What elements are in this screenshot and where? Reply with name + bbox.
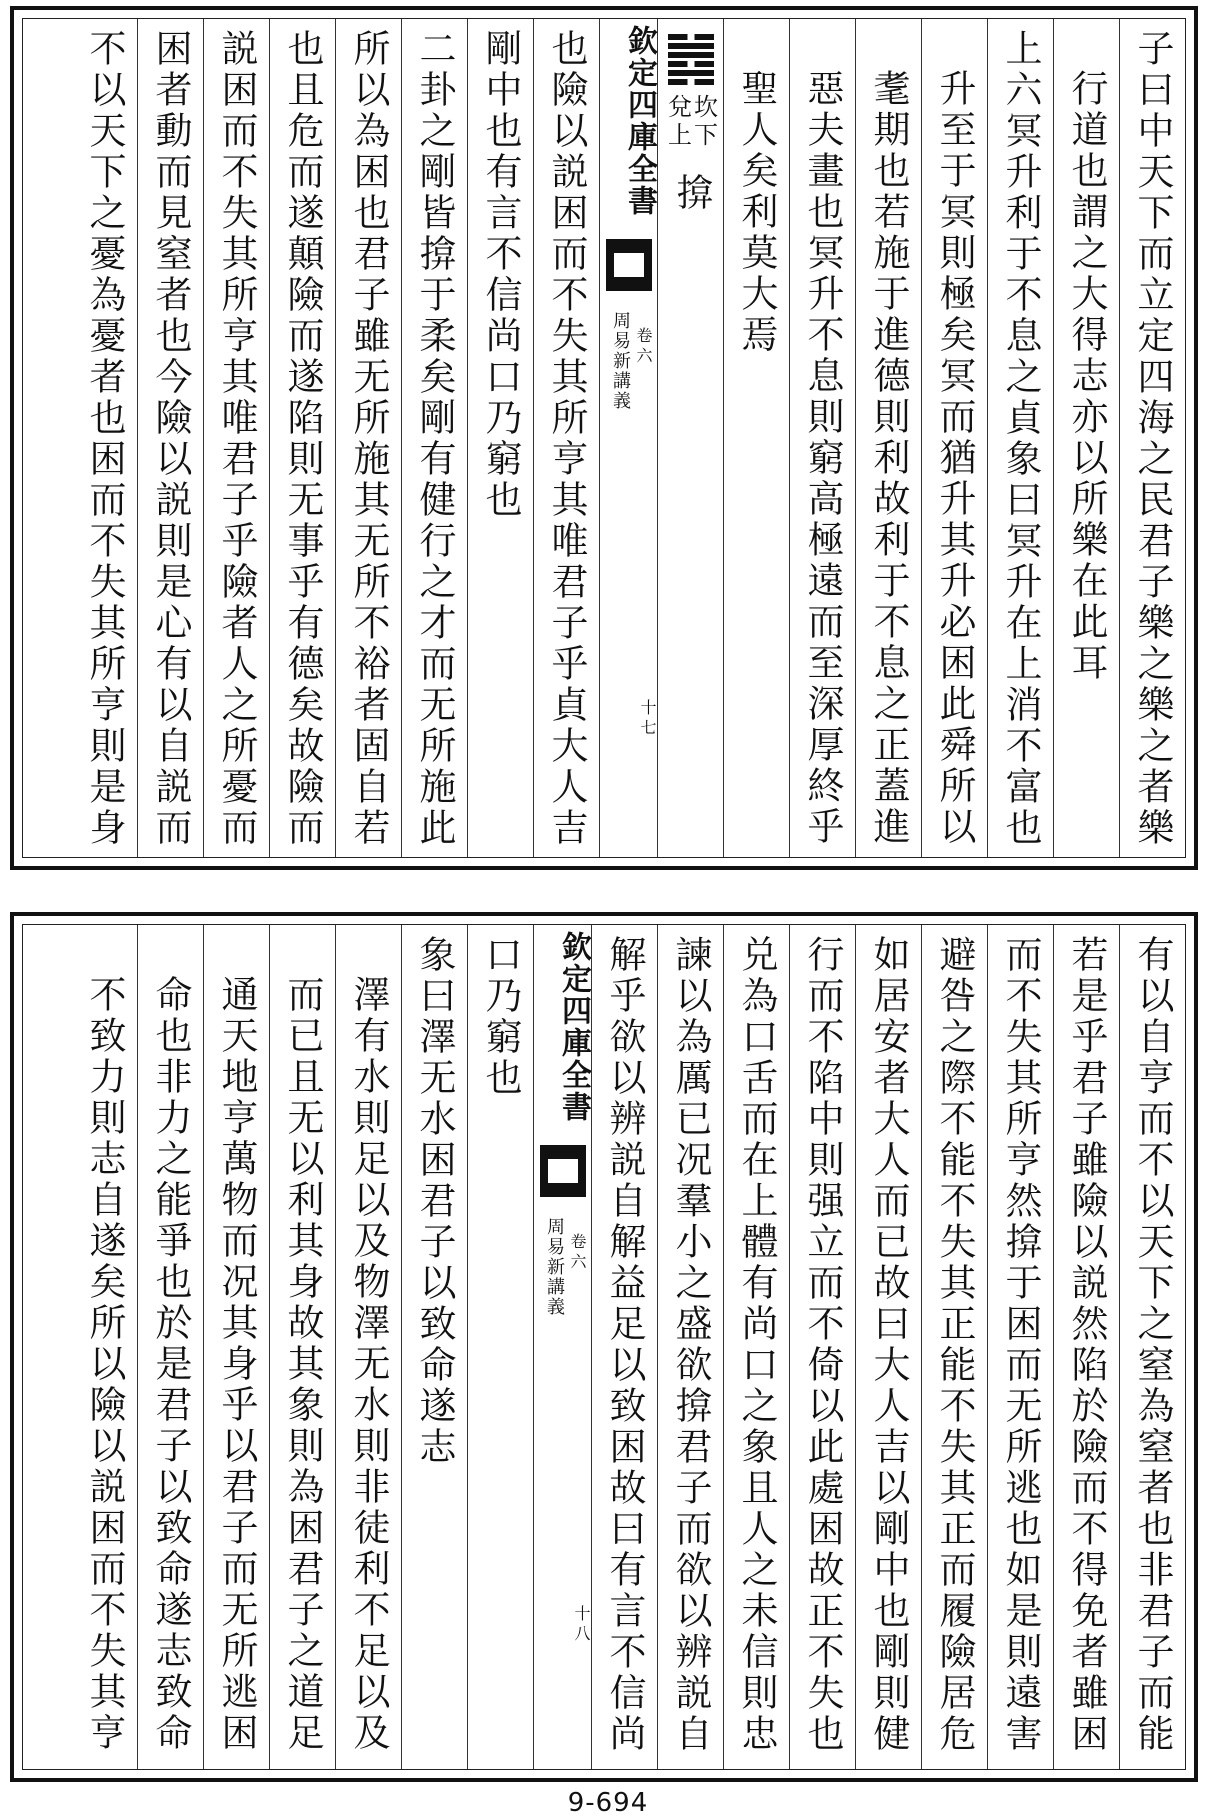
- text-column: 而已且无以利其身故其象則為困君子之道足: [269, 925, 335, 1769]
- bottom-page: [10, 912, 1198, 1782]
- text-column: 象曰澤无水困君子以致命遂志: [401, 925, 467, 1769]
- hexagram-line-yang: [668, 70, 714, 76]
- text-column: 困者動而見窒者也今險以説則是心有以自説而: [137, 19, 203, 857]
- book-title: 周易新講義: [544, 1217, 565, 1317]
- text-column: 口乃窮也: [467, 925, 533, 1769]
- hexagram-line-yin: [668, 34, 714, 40]
- book-title: 周易新講義: [610, 311, 631, 411]
- hexagram-line-yin: [668, 79, 714, 85]
- text-column: 而不失其所亨然揜于困而无所逃也如是則遠害: [987, 925, 1053, 1769]
- top-page-columns: [23, 19, 1185, 857]
- text-column: 避咎之際不能不失其正能不失其正而履險居危: [921, 925, 987, 1769]
- page-number: 十七: [638, 699, 657, 739]
- fish-tail-mark-icon: [540, 1145, 586, 1197]
- text-column: 行道也謂之大得志亦以所樂在此耳: [1053, 19, 1119, 857]
- text-column: 二卦之剛皆揜于柔矣剛有健行之才而无所施此: [401, 19, 467, 857]
- trigram-lower: 坎下: [689, 94, 718, 150]
- text-column: 有以自亨而不以天下之窒為窒者也非君子而能: [1119, 925, 1185, 1769]
- text-column: 也且危而遂顛險而遂陷則无事乎有德矣故險而: [269, 19, 335, 857]
- text-column: 耄期也若施于進德則利故利于不息之正蓋進: [855, 19, 921, 857]
- text-column: 聖人矣利莫大焉: [723, 19, 789, 857]
- top-page-frame: [22, 18, 1186, 858]
- text-column: 不致力則志自遂矣所以險以説困而不失其亨: [83, 975, 126, 1754]
- text-column: 如居安者大人而已故曰大人吉以剛中也剛則健: [855, 925, 921, 1769]
- text-column: 通天地亨萬物而况其身乎以君子而无所逃困: [203, 925, 269, 1769]
- text-column: 上六冥升利于不息之貞象曰冥升在上消不富也: [987, 19, 1053, 857]
- text-column: 行而不陷中則强立而不倚以此處困故正不失也: [789, 925, 855, 1769]
- text-column: 説困而不失其所亨其唯君子乎險者人之所憂而: [203, 19, 269, 857]
- text-column: 所以為困也君子雖无所施其无所不裕者固自若: [335, 19, 401, 857]
- hexagram-line-yang: [668, 43, 714, 49]
- hexagram-column: [657, 19, 723, 857]
- text-column: 惡夫畫也冥升不息則窮高極遠而至深厚終乎: [789, 19, 855, 857]
- fish-tail-mark-icon: [606, 239, 652, 291]
- text-column: 兑為口舌而在上體有尚口之象且人之未信則忠: [723, 925, 789, 1769]
- volume-label: 卷六: [568, 1233, 587, 1273]
- text-column: 諫以為厲已况羣小之盛欲揜君子而欲以辨説自: [657, 925, 723, 1769]
- text-column: 剛中也有言不信尚口乃窮也: [467, 19, 533, 857]
- bottom-page-columns: [23, 925, 1185, 1769]
- text-column: 解乎欲以辨説自解益足以致困故曰有言不信尚: [591, 925, 657, 1769]
- trigram-upper: 兌上: [663, 94, 692, 150]
- center-fold: [533, 925, 591, 1769]
- trigram-labels: [658, 94, 723, 173]
- text-column: 不以天下之憂為憂者也困而不失其所亨則是身: [83, 29, 126, 849]
- center-fold: [599, 19, 657, 857]
- bottom-page-frame: [22, 924, 1186, 1770]
- top-page: [10, 6, 1198, 870]
- text-column: 升至于冥則極矣冥而猶升其升必困此舜所以: [921, 19, 987, 857]
- kun-hexagram-icon: [668, 31, 714, 88]
- book-series-title: 欽定四庫全書: [622, 25, 657, 217]
- text-column: 命也非力之能爭也於是君子以致命遂志致命: [137, 925, 203, 1769]
- volume-label: 卷六: [634, 327, 653, 367]
- text-column: 若是乎君子雖險以説然陷於險而不得免者雖困: [1053, 925, 1119, 1769]
- page-number: 十八: [572, 1605, 591, 1645]
- hexagram-line-yin: [668, 61, 714, 67]
- text-column: 澤有水則足以及物澤无水則非徒利不足以及: [335, 925, 401, 1769]
- book-series-title: 欽定四庫全書: [556, 931, 591, 1123]
- text-column: 也險以説困而不失其所亨其唯君子乎貞大人吉: [533, 19, 599, 857]
- text-column: 子曰中天下而立定四海之民君子樂之樂之者樂: [1119, 19, 1185, 857]
- hexagram-line-yang: [668, 52, 714, 58]
- hexagram-text: 揜: [670, 172, 713, 214]
- page-code: 9-694: [567, 1788, 649, 1818]
